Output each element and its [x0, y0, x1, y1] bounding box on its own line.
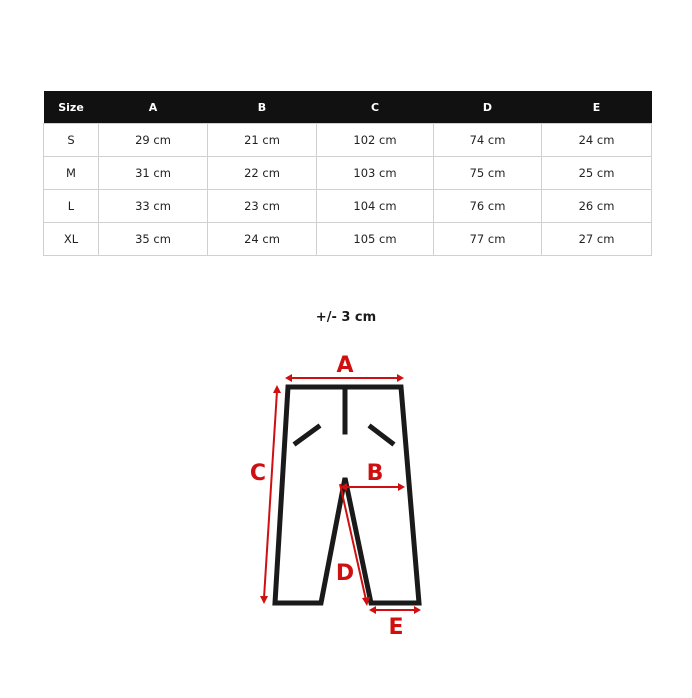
- left-pocket: [296, 427, 318, 443]
- table-cell: 105 cm: [317, 223, 434, 256]
- measure-c-arrow-bottom: [260, 596, 268, 604]
- label-b: B: [366, 461, 384, 486]
- table-row: [44, 190, 652, 223]
- table-cell: 24 cm: [542, 124, 652, 157]
- table-cell: 23 cm: [208, 190, 317, 223]
- table-row: [44, 223, 652, 256]
- table-row: [44, 124, 652, 157]
- table-header-row: [44, 91, 652, 124]
- measure-e-arrow-left: [369, 606, 376, 614]
- label-c: C: [249, 461, 267, 486]
- table-cell: 76 cm: [434, 190, 542, 223]
- measure-c-arrow-top: [273, 385, 281, 393]
- size-chart-table: [43, 91, 652, 256]
- pants-measurement-diagram: [0, 340, 692, 640]
- table-cell: 33 cm: [99, 190, 208, 223]
- label-a: A: [336, 353, 354, 378]
- measure-a-arrow-left: [285, 374, 292, 382]
- table-cell: 24 cm: [208, 223, 317, 256]
- label-e: E: [388, 615, 404, 640]
- header-e: E: [542, 91, 652, 124]
- table-cell: 103 cm: [317, 157, 434, 190]
- size-cell: L: [44, 190, 99, 223]
- measure-a-arrow-right: [397, 374, 404, 382]
- size-cell: XL: [44, 223, 99, 256]
- table-cell: 74 cm: [434, 124, 542, 157]
- table-cell: 77 cm: [434, 223, 542, 256]
- table-cell: 21 cm: [208, 124, 317, 157]
- label-d: D: [335, 561, 355, 586]
- table-cell: 75 cm: [434, 157, 542, 190]
- header-d: D: [434, 91, 542, 124]
- table-cell: 27 cm: [542, 223, 652, 256]
- table-cell: 104 cm: [317, 190, 434, 223]
- header-b: B: [208, 91, 317, 124]
- tolerance-note: +/- 3 cm: [315, 310, 377, 325]
- table-cell: 31 cm: [99, 157, 208, 190]
- header-a: A: [99, 91, 208, 124]
- header-c: C: [317, 91, 434, 124]
- table-cell: 102 cm: [317, 124, 434, 157]
- table-cell: 29 cm: [99, 124, 208, 157]
- measure-b-arrow-right: [398, 483, 405, 491]
- table-cell: 25 cm: [542, 157, 652, 190]
- table-cell: 26 cm: [542, 190, 652, 223]
- table-cell: 35 cm: [99, 223, 208, 256]
- right-pocket: [371, 427, 392, 443]
- measure-e-arrow-right: [414, 606, 421, 614]
- size-cell: M: [44, 157, 99, 190]
- table-cell: 22 cm: [208, 157, 317, 190]
- size-cell: S: [44, 124, 99, 157]
- header-size: Size: [44, 91, 99, 124]
- table-row: [44, 157, 652, 190]
